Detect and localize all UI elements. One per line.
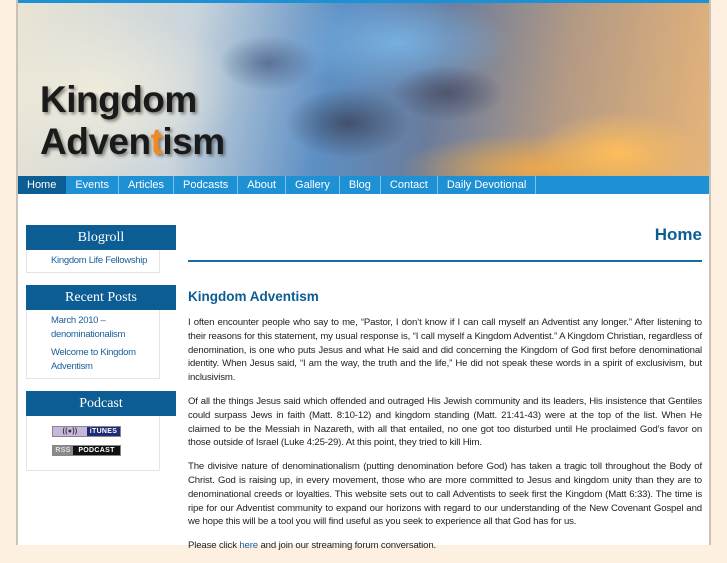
nav-contact[interactable]: Contact [381, 176, 438, 194]
post-paragraph: I often encounter people who say to me, “Pastor, I don’t know if I can call myself an Adventist any longer.” After listening to their reasons for this statement, my usual response is, “I call myself a Kingdom Adventist.” A Kingdom Christian, regardless of denomination, is one who puts Jesus and what He said and did concerning the Kingdom of God first before denominational identity. When Jesus said, “I am the way, the truth and the life,” He did not speak these words in a spirit of exclusivism, but inclusivism. [188, 317, 702, 384]
nav-home[interactable]: Home [18, 176, 66, 194]
podcast-icon: ((●)) [53, 427, 87, 436]
logo-line-1: Kingdom [40, 79, 197, 120]
main-content [188, 215, 702, 563]
post-title[interactable]: Kingdom Adventism [188, 289, 319, 304]
rss-icon: RSS [53, 446, 73, 455]
itunes-badge[interactable] [52, 426, 121, 437]
blogroll-widget [26, 225, 178, 273]
itunes-label: iTUNES [87, 427, 120, 436]
nav-events[interactable]: Events [66, 176, 119, 194]
nav-about[interactable]: About [238, 176, 286, 194]
recent-post-link[interactable]: Welcome to Kingdom Adventism [51, 347, 136, 372]
recent-posts-title: Recent Posts [26, 285, 176, 310]
recent-posts-list [26, 310, 160, 379]
rss-label: PODCAST [73, 446, 120, 455]
forum-link[interactable]: here [239, 540, 258, 552]
nav-gallery[interactable]: Gallery [286, 176, 340, 194]
podcast-title: Podcast [26, 391, 176, 416]
header-banner [18, 0, 709, 176]
recent-posts-widget [26, 285, 178, 379]
page-container [16, 0, 711, 552]
post-paragraph: Of all the things Jesus said which offended and outraged His Jewish community and its leaders, His insistence that Gentiles could surpass Jews in faith (Matt. 8:10-12) and kingdom standing (Matt. 21:41-43) were at the top of the list. When He claimed to be the Messiah in Nazareth, with all that entailed, no one got too disturbed until He proclaimed God’s favor on those outside of Israel (Luke 4:25-29). At this point, they tried to kill Him. [188, 395, 702, 449]
post-paragraph: The divisive nature of denominationalism (putting denomination before God) has taken a tragic toll throughout the Body of Christ. God is raising up, in every movement, those who are more committed to Jesus and kingdom unity than they are to denominational creeds or loyalties. This website sets out to call Adventists to seek first the Kingdom (Matt 6:33). The time is ripe for our Adventist community to expand our horizons with regard to our understanding of the New Covenant Gospel and we hope this will be a tool you will find useful as you seek to experience all that God has for us. [188, 461, 702, 528]
nav-podcasts[interactable]: Podcasts [174, 176, 238, 194]
logo-text-b: ism [162, 121, 225, 162]
title-divider [188, 260, 702, 262]
page-title: Home [654, 225, 702, 244]
podcast-widget [26, 391, 178, 471]
podcast-badges [26, 416, 160, 471]
nav-blog[interactable]: Blog [340, 176, 381, 194]
blogroll-list [26, 250, 160, 273]
nav-daily-devotional[interactable]: Daily Devotional [438, 176, 536, 194]
paragraph-text: and join our streaming forum conversation. [257, 540, 437, 552]
main-navigation [18, 176, 709, 194]
logo-line-2 [40, 121, 225, 163]
rss-podcast-badge[interactable] [52, 445, 121, 456]
sidebar [26, 225, 178, 483]
cross-icon: t [150, 121, 163, 162]
nav-articles[interactable]: Articles [119, 176, 174, 194]
logo-text-a: Adven [40, 121, 151, 162]
blogroll-title: Blogroll [26, 225, 176, 250]
site-logo[interactable] [40, 79, 225, 163]
post-body [188, 316, 702, 553]
recent-post-link[interactable]: March 2010 – denominationalism [51, 315, 126, 340]
blogroll-link[interactable]: Kingdom Life Fellowship [51, 255, 148, 266]
paragraph-text: Please click [188, 540, 240, 552]
post-paragraph [188, 539, 702, 553]
